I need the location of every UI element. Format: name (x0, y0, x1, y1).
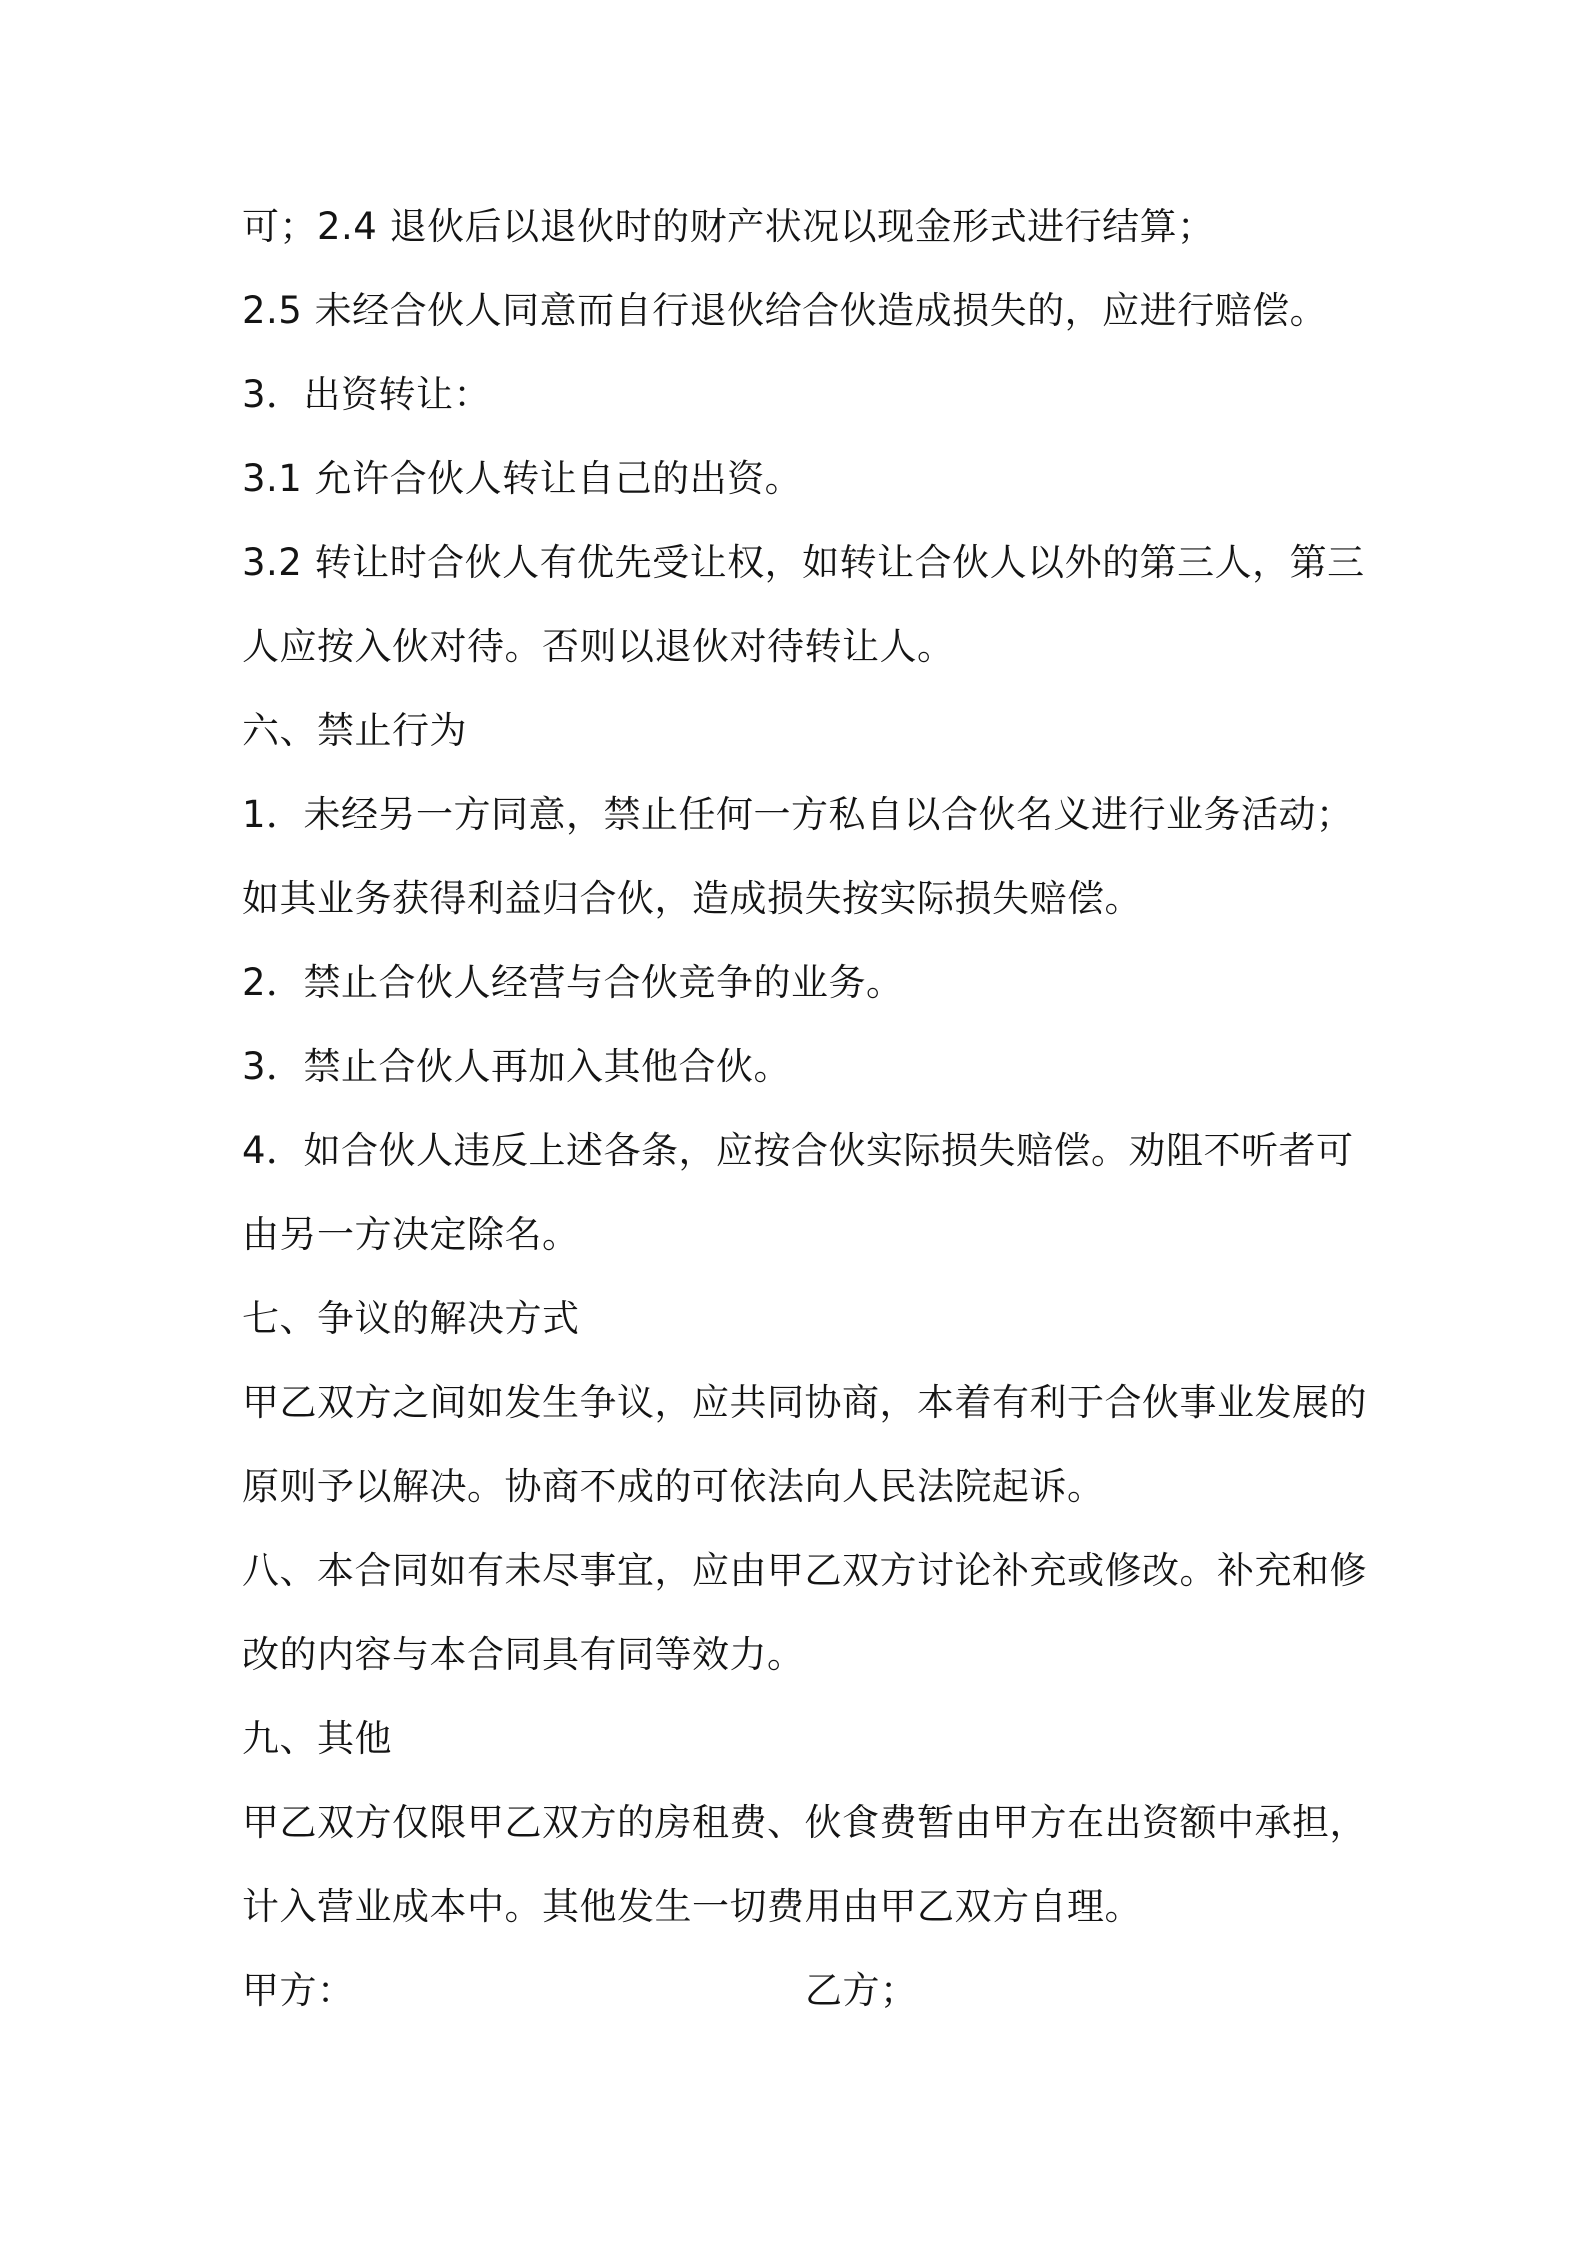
text-line: 2.5 未经合伙人同意而自行退伙给合伙造成损失的，应进行赔偿。 (242, 289, 1328, 332)
text-line: 八、本合同如有未尽事宜，应由甲乙双方讨论补充或修改。补充和修 (242, 1549, 1367, 1592)
text-line: 2．禁止合伙人经营与合伙竞争的业务。 (242, 961, 904, 1004)
text-line: 甲乙双方仅限甲乙双方的房租费、伙食费暂由甲方在出资额中承担， (242, 1801, 1367, 1844)
text-line: 由另一方决定除名。 (242, 1213, 580, 1256)
text-line: 人应按入伙对待。否则以退伙对待转让人。 (242, 625, 955, 668)
text-line: 原则予以解决。协商不成的可依法向人民法院起诉。 (242, 1465, 1105, 1508)
text-line: 3.1 允许合伙人转让自己的出资。 (242, 457, 803, 500)
text-line: 3．禁止合伙人再加入其他合伙。 (242, 1045, 792, 1088)
section-heading: 六、禁止行为 (242, 709, 467, 752)
text-line: 1．未经另一方同意，禁止任何一方私自以合伙名义进行业务活动； (242, 793, 1354, 836)
text-line: 计入营业成本中。其他发生一切费用由甲乙双方自理。 (242, 1885, 1142, 1928)
text-line: 如其业务获得利益归合伙，造成损失按实际损失赔偿。 (242, 877, 1142, 920)
text-line: 甲乙双方之间如发生争议，应共同协商，本着有利于合伙事业发展的 (242, 1381, 1367, 1424)
text-line: 3.2 转让时合伙人有优先受让权，如转让合伙人以外的第三人，第三 (242, 541, 1365, 584)
party-b-signature-label: 乙方； (805, 1969, 918, 2012)
section-heading: 3．出资转让： (242, 373, 492, 416)
text-line: 可；2.4 退伙后以退伙时的财产状况以现金形式进行结算； (242, 205, 1215, 248)
text-line: 4．如合伙人违反上述各条，应按合伙实际损失赔偿。劝阻不听者可 (242, 1129, 1354, 1172)
section-heading: 七、争议的解决方式 (242, 1297, 580, 1340)
party-a-signature-label: 甲方： (242, 1969, 355, 2012)
section-heading: 九、其他 (242, 1717, 392, 1760)
text-line: 改的内容与本合同具有同等效力。 (242, 1633, 805, 1676)
